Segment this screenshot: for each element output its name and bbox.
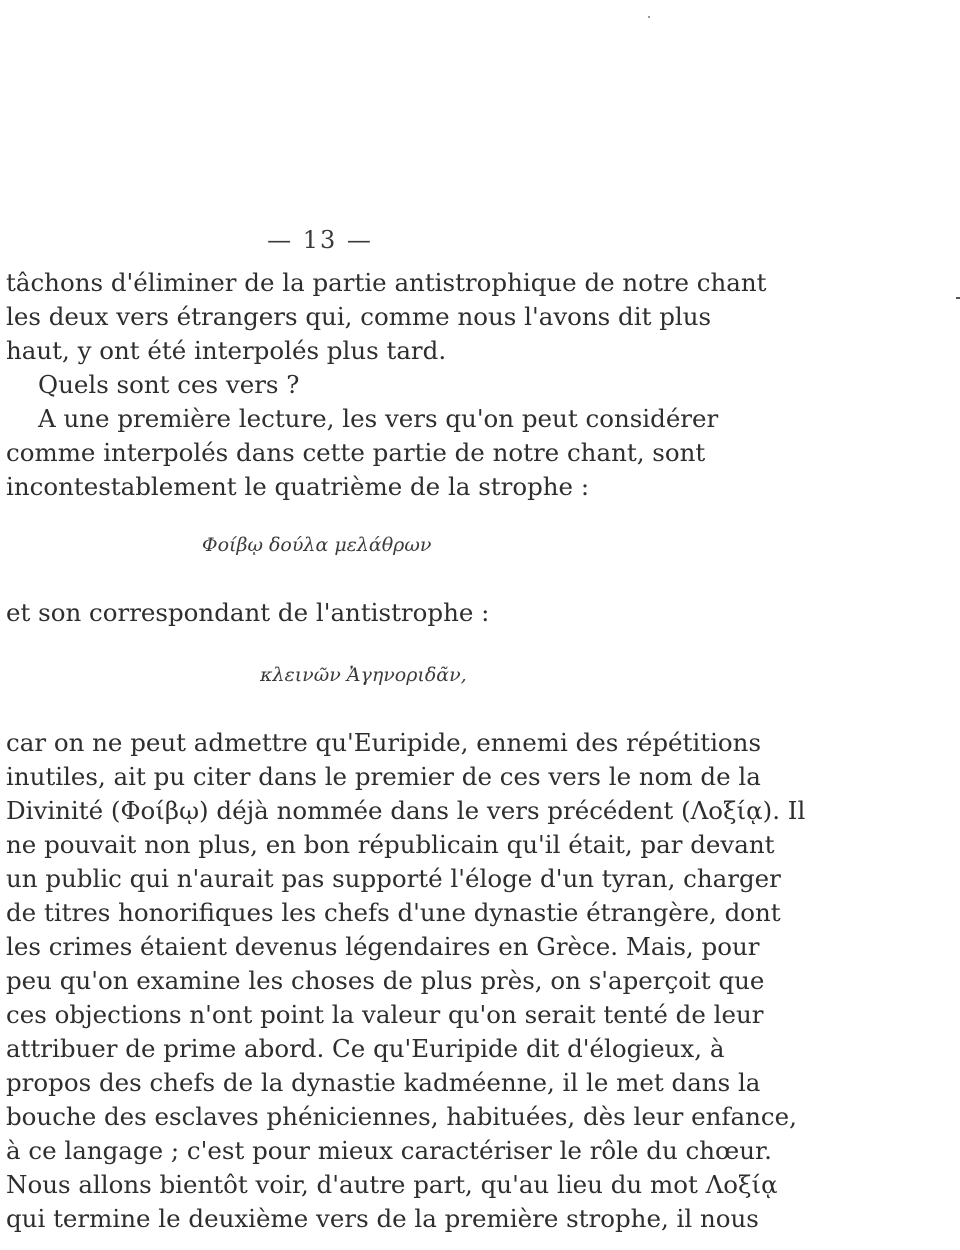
text-line: Nous allons bientôt voir, d'autre part, qu'au lieu du mot Λοξίᾳ	[6, 1170, 778, 1199]
question-line: Quels sont ces vers ?	[38, 370, 300, 399]
text-line: les deux vers étrangers qui, comme nous l'avons dit plus	[6, 302, 712, 331]
speck-mark	[648, 16, 650, 18]
text-line: ces objections n'ont point la valeur qu'on serait tenté de leur	[6, 1000, 764, 1029]
text-line: propos des chefs de la dynastie kadméenne, il le met dans la	[6, 1068, 761, 1097]
text-line: à ce langage ; c'est pour mieux caractériser le rôle du chœur.	[6, 1136, 772, 1165]
text-line: ne pouvait non plus, en bon républicain qu'il était, par devant	[6, 830, 775, 859]
transition-line: et son correspondant de l'antistrophe :	[6, 598, 490, 627]
text-line: car on ne peut admettre qu'Euripide, ennemi des répétitions	[6, 728, 762, 757]
greek-verse-strophe: Φοίβῳ δούλα μελάθρων	[202, 534, 432, 556]
text-line: incontestablement le quatrième de la strophe :	[6, 472, 590, 501]
text-line: attribuer de prime abord. Ce qu'Euripide dit d'élogieux, à	[6, 1034, 725, 1063]
text-line: bouche des esclaves phéniciennes, habituées, dès leur enfance,	[6, 1102, 797, 1131]
margin-mark	[956, 297, 960, 299]
text-line: comme interpolés dans cette partie de notre chant, sont	[6, 438, 706, 467]
text-line: qui termine le deuxième vers de la première strophe, il nous	[6, 1204, 759, 1233]
text-line: de titres honorifiques les chefs d'une dynastie étrangère, dont	[6, 898, 781, 927]
text-line: peu qu'on examine les choses de plus près, on s'aperçoit que	[6, 966, 765, 995]
text-line: un public qui n'aurait pas supporté l'éloge d'un tyran, charger	[6, 864, 781, 893]
text-line: haut, y ont été interpolés plus tard.	[6, 336, 447, 365]
text-line: les crimes étaient devenus légendaires en Grèce. Mais, pour	[6, 932, 760, 961]
greek-verse-antistrophe: κλεινῶν Ἀγηνοριδᾶν,	[260, 664, 467, 686]
text-line: inutiles, ait pu citer dans le premier de ces vers le nom de la	[6, 762, 761, 791]
page-number: — 13 —	[267, 226, 373, 254]
text-line: A une première lecture, les vers qu'on peut considérer	[38, 404, 719, 433]
text-line: Divinité (Φοίβῳ) déjà nommée dans le vers précédent (Λοξίᾳ). Il	[6, 796, 806, 825]
text-line: tâchons d'éliminer de la partie antistrophique de notre chant	[6, 268, 767, 297]
